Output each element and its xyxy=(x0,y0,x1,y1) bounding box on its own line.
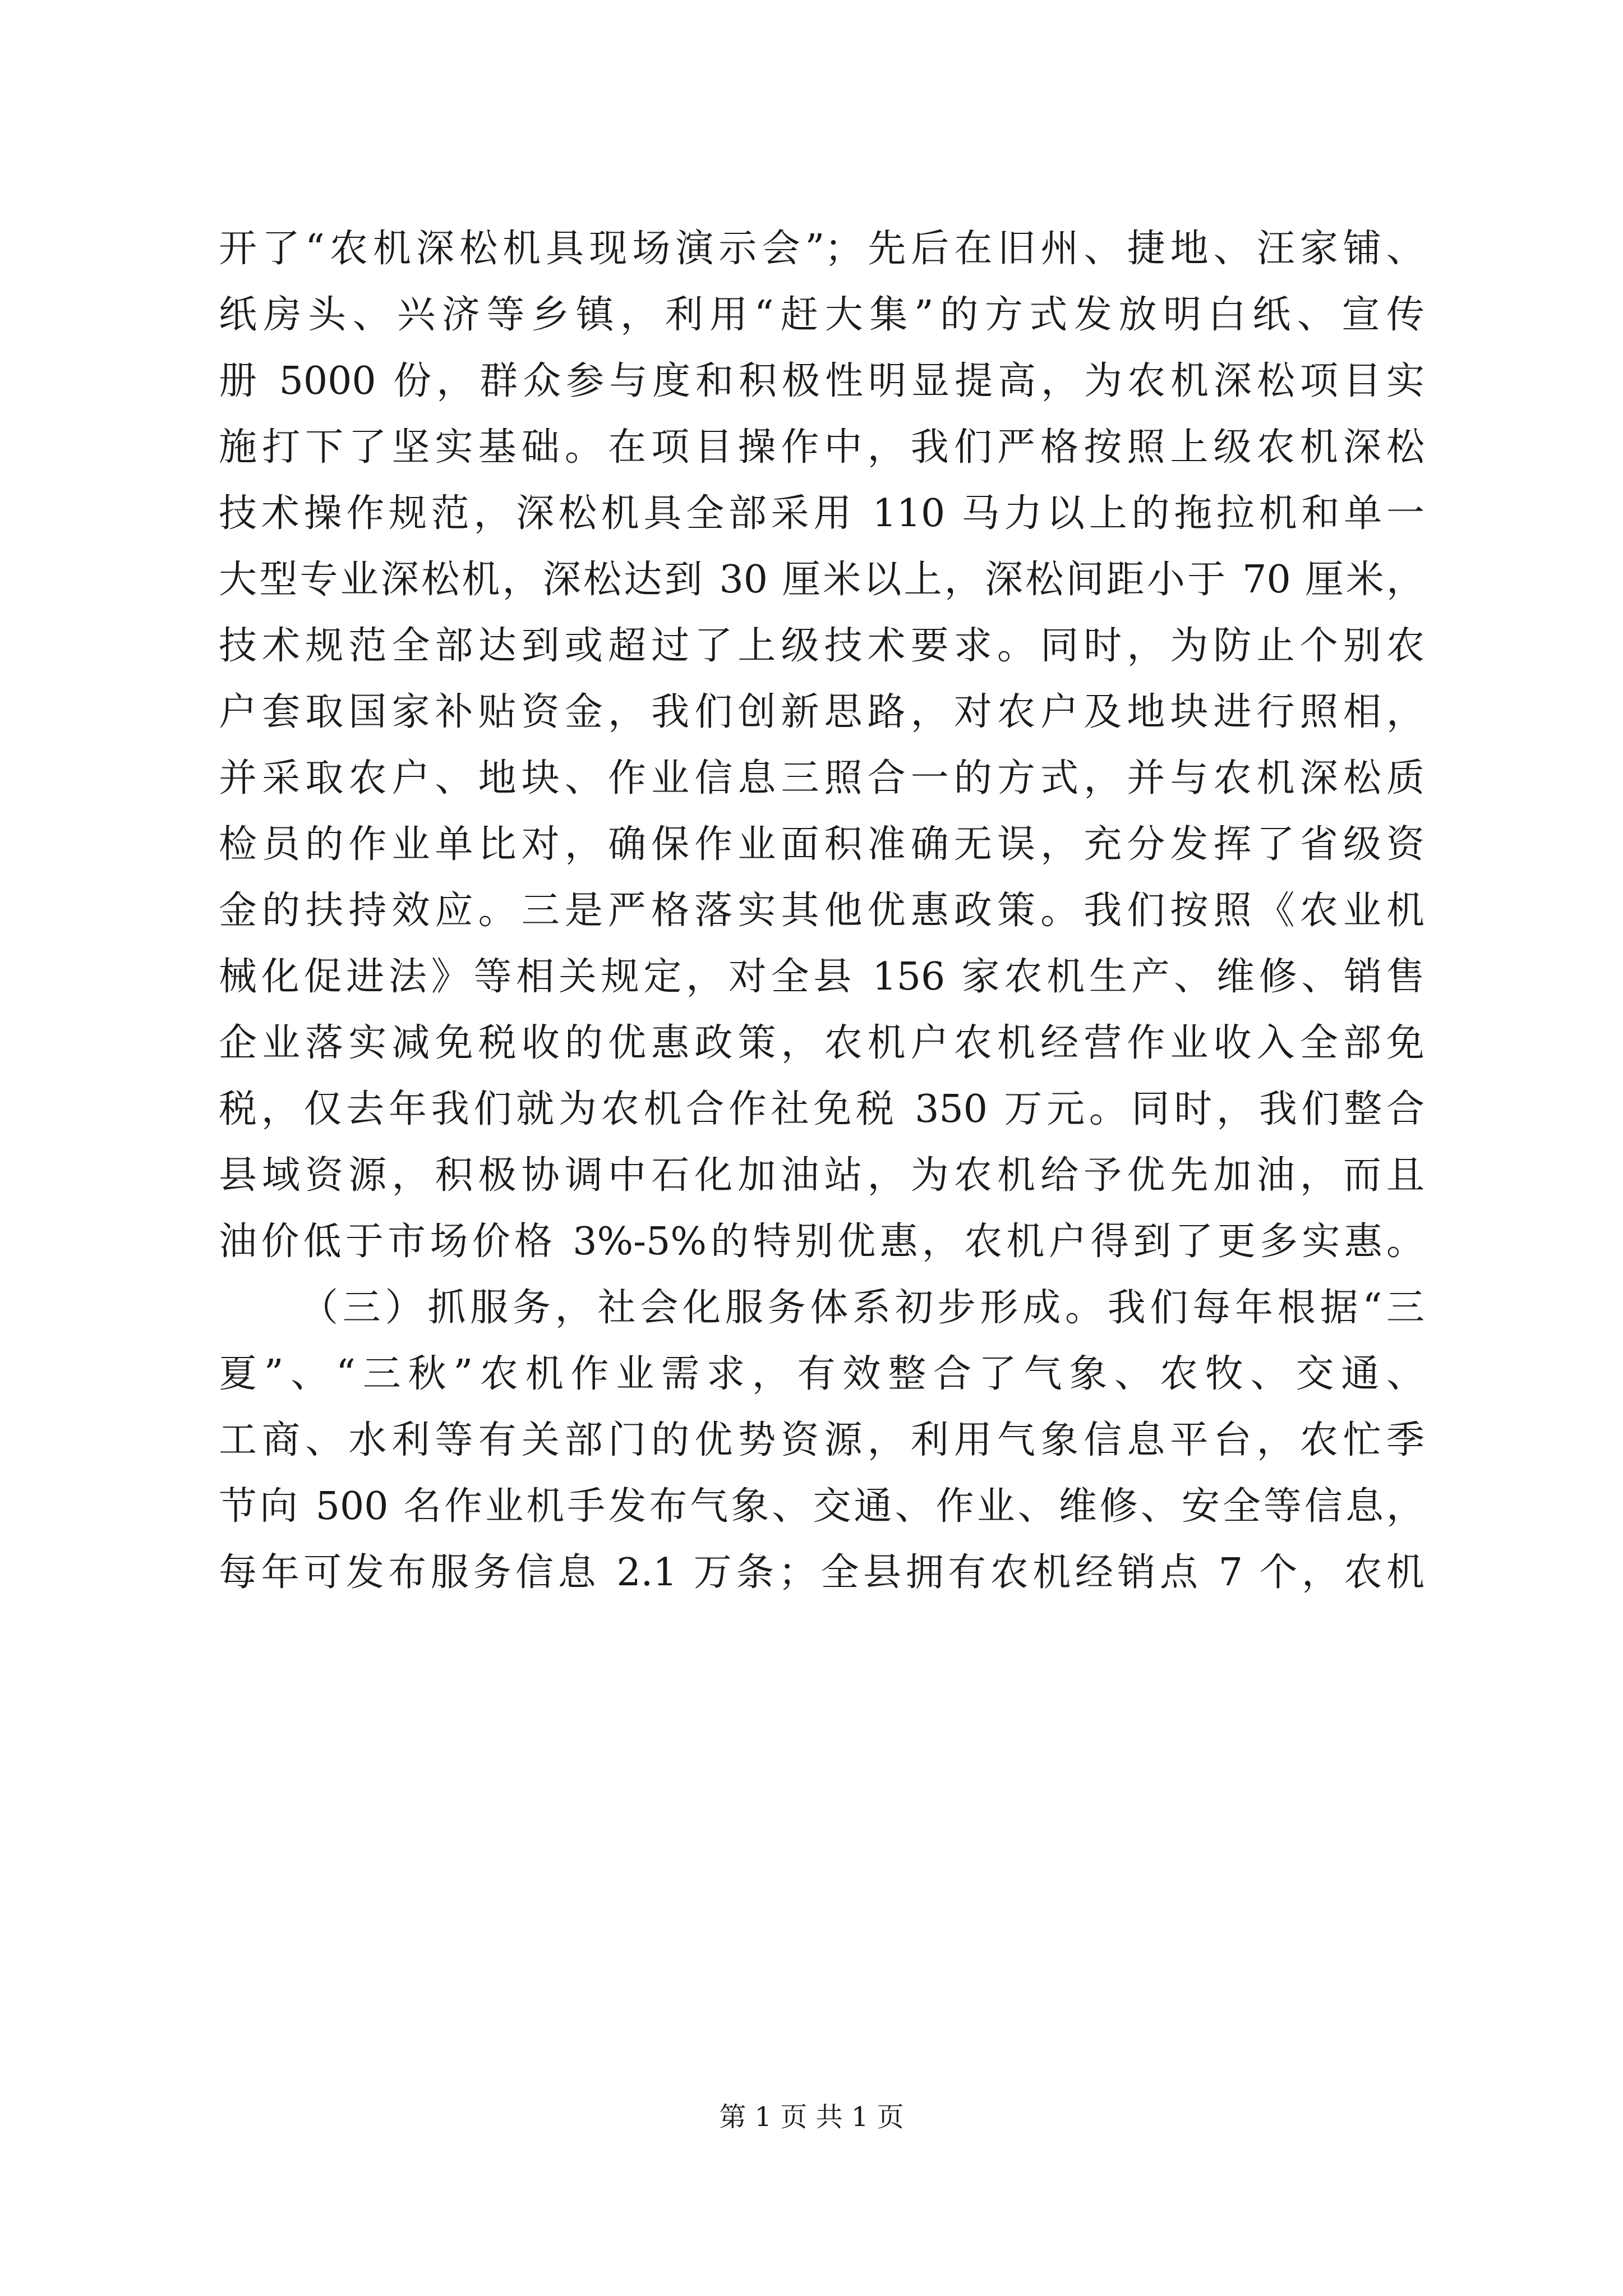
text-line: 检员的作业单比对，确保作业面积准确无误，充分发挥了省级资 xyxy=(219,822,1424,867)
text-line: 油价低于市场价格 3%-5%的特别优惠，农机户得到了更多实惠。 xyxy=(219,1220,1424,1264)
text-line: 开了“农机深松机具现场演示会”；先后在旧州、捷地、汪家铺、 xyxy=(219,227,1424,271)
text-line: 节向 500 名作业机手发布气象、交通、作业、维修、安全等信息， xyxy=(219,1484,1424,1529)
paragraph-2 xyxy=(219,1275,1424,1606)
text-line: 技术操作规范，深松机具全部采用 110 马力以上的拖拉机和单一 xyxy=(219,491,1424,536)
paragraph-1 xyxy=(219,216,1424,1275)
text-line: 户套取国家补贴资金，我们创新思路，对农户及地块进行照相， xyxy=(219,690,1424,734)
text-line: （三）抓服务，社会化服务体系初步形成。我们每年根据“三 xyxy=(300,1286,1424,1330)
text-line: 并采取农户、地块、作业信息三照合一的方式，并与农机深松质 xyxy=(219,756,1424,800)
text-line: 施打下了坚实基础。在项目操作中，我们严格按照上级农机深松 xyxy=(219,425,1424,470)
text-line: 夏”、“三秋”农机作业需求，有效整合了气象、农牧、交通、 xyxy=(219,1352,1424,1396)
text-line: 每年可发布服务信息 2.1 万条；全县拥有农机经销点 7 个，农机 xyxy=(219,1550,1424,1595)
text-line: 工商、水利等有关部门的优势资源，利用气象信息平台，农忙季 xyxy=(219,1418,1424,1462)
text-line: 县域资源，积极协调中石化加油站，为农机给予优先加油，而且 xyxy=(219,1153,1424,1198)
text-line: 金的扶持效应。三是严格落实其他优惠政策。我们按照《农业机 xyxy=(219,889,1424,933)
text-line: 纸房头、兴济等乡镇，利用“赶大集”的方式发放明白纸、宣传 xyxy=(219,293,1424,337)
text-line: 技术规范全部达到或超过了上级技术要求。同时，为防止个别农 xyxy=(219,624,1424,668)
text-line: 大型专业深松机，深松达到 30 厘米以上，深松间距小于 70 厘米， xyxy=(219,558,1424,602)
page-footer: 第 1 页 共 1 页 xyxy=(719,2101,904,2133)
text-line: 册 5000 份，群众参与度和积极性明显提高，为农机深松项目实 xyxy=(219,359,1424,403)
text-line: 企业落实减免税收的优惠政策，农机户农机经营作业收入全部免 xyxy=(219,1021,1424,1065)
document-body xyxy=(219,216,1424,1606)
text-line: 税，仅去年我们就为农机合作社免税 350 万元。同时，我们整合 xyxy=(219,1087,1424,1131)
text-line: 械化促进法》等相关规定，对全县 156 家农机生产、维修、销售 xyxy=(219,955,1424,999)
